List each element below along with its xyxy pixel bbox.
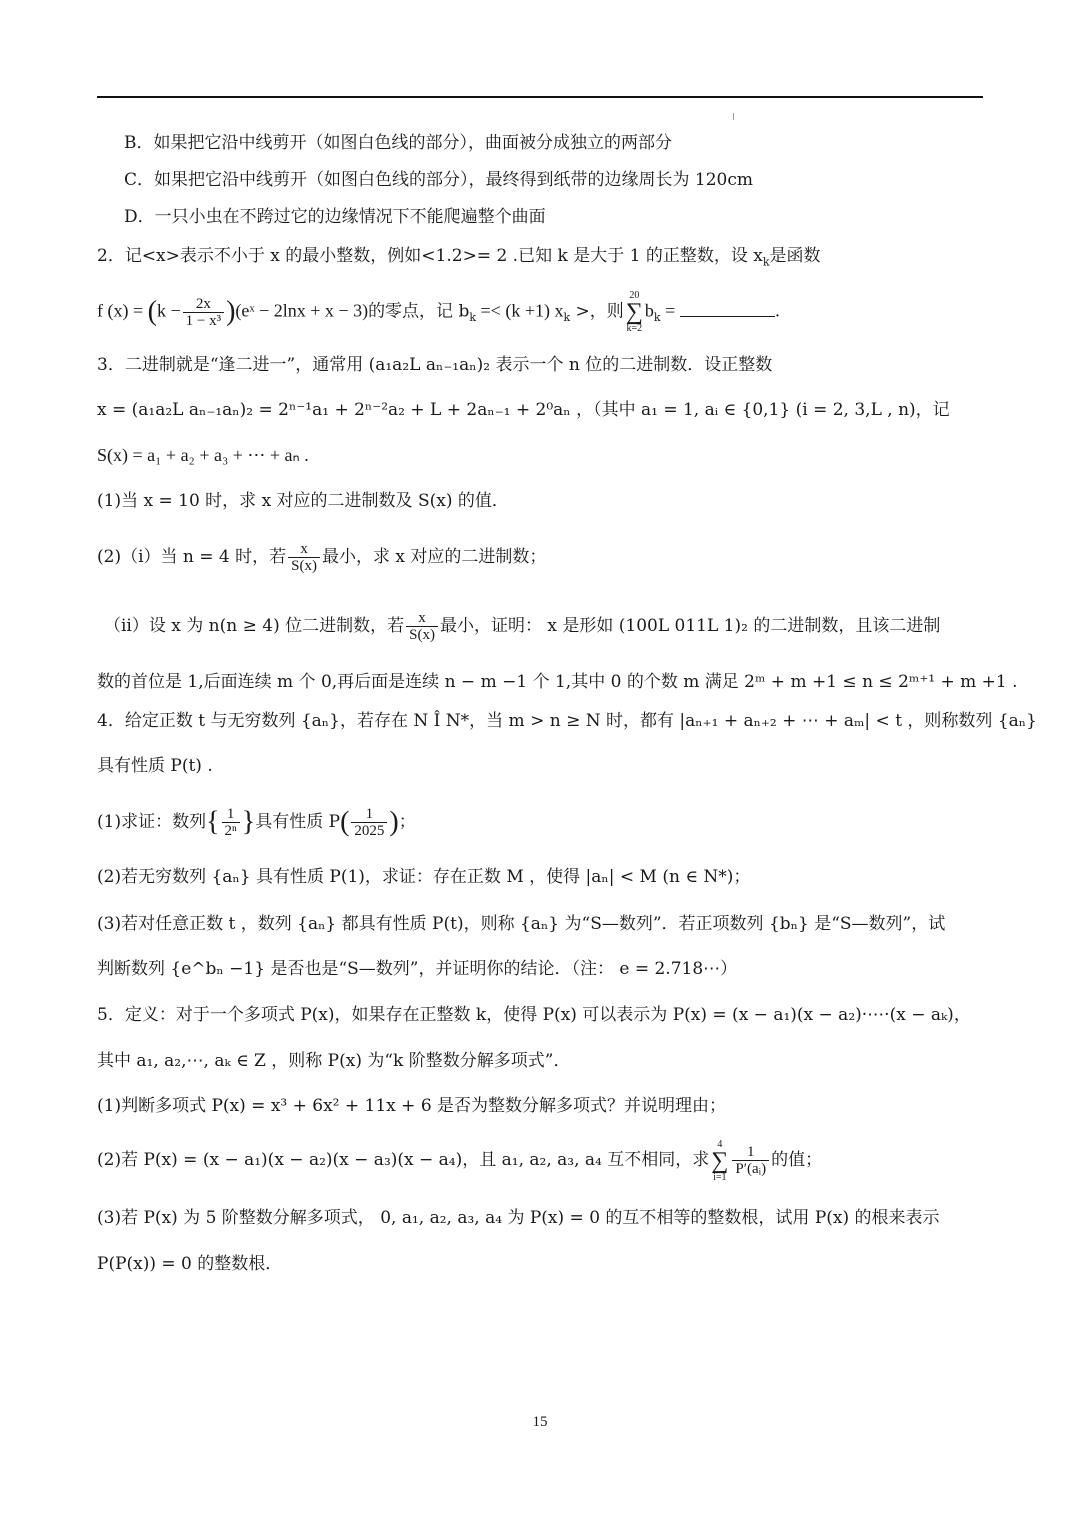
q4-open-paren: ( bbox=[340, 806, 350, 838]
q2-mid2-sub: k bbox=[563, 310, 571, 324]
q4-close-brace: } bbox=[241, 806, 256, 838]
q5-p2-den: P′(aᵢ) bbox=[732, 1160, 769, 1177]
q2-mid3: >，则 bbox=[570, 301, 624, 322]
q4-part-1 bbox=[97, 800, 987, 845]
q2-formula-line: f (x) = (k − $\frac{2x}{\text{1 − x³}}$ )(eˣ − 2lnx + x − 3)的零点，记 $b_k =< (k +1) x_k$ >，则 20 ∑ k=2 $b_k$ = . bbox=[97, 290, 781, 334]
q2-open-paren: ( bbox=[147, 296, 157, 327]
q4-p1-num2: 1 bbox=[365, 806, 374, 822]
q2-text-1-end: 是函数 bbox=[769, 246, 821, 266]
q4-line-1: 4．给定正数 t 与无穷数列 {aₙ}，若存在 N Î N*，当 m > n ≥ N 时，都有 |aₙ₊₁ + aₙ₊₂ + ⋯ + aₘ| < t ，则称数列 {aₙ} bbox=[97, 711, 1037, 731]
sigma-icon: ∑ bbox=[625, 299, 643, 325]
q3-part-3-line-2: 数的首位是 1,后面连续 m 个 0,再后面是连续 n − m −1 个 1,其中 0 的个数 m 满足 2ᵐ + m +1 ≤ n ≤ 2ᵐ⁺¹ + m +1 . bbox=[97, 672, 1018, 692]
header-rule bbox=[97, 96, 983, 98]
option-b: B．如果把它沿中线剪开（如图白色线的部分），曲面被分成独立的两部分 bbox=[124, 133, 672, 153]
q4-close-paren: ) bbox=[389, 806, 399, 838]
q4-p1-den: 2ⁿ bbox=[222, 822, 240, 839]
q2-sum-term-sub: k bbox=[653, 310, 661, 324]
q3-part-2-fraction bbox=[288, 541, 320, 574]
q5-part-2-post: 的值； bbox=[771, 1150, 823, 1170]
q2-fx: f (x) = bbox=[97, 300, 148, 321]
q2-mid2: =< (k +1) x bbox=[476, 300, 564, 321]
q3-part-3-pre: （ii）设 x 为 n(n ≥ 4) 位二进制数，若 bbox=[104, 616, 405, 636]
q2-mid-sub: k bbox=[469, 310, 477, 324]
q4-part-1-mid: 具有性质 P bbox=[255, 812, 341, 832]
q3-p3-num: x bbox=[418, 610, 426, 626]
q2-sum bbox=[626, 290, 643, 334]
q2-frac-num: 2x bbox=[195, 295, 211, 312]
q4-part-3-line-2: 判断数列 {e^bₙ −1} 是否也是“S—数列”，并证明你的结论．（注： e = 2.718⋯） bbox=[97, 959, 738, 979]
q5-part-2-pre: (2)若 P(x) = (x − a₁)(x − a₂)(x − a₃)(x − a₄)，且 a₁, a₂, a₃, a₄ 互不相同，求 bbox=[97, 1150, 710, 1170]
q3-line-3: S(x) = a₁ + a₂ + a₃ + ⋯ + aₙ . bbox=[97, 445, 309, 465]
q3-part-3-post: 最小，证明： x 是形如 (100L 011L 1)₂ 的二进制数，且该二进制 bbox=[439, 616, 941, 636]
q5-part-2 bbox=[97, 1138, 987, 1183]
q2-sum-term: b bbox=[644, 300, 654, 321]
q3-part-2-post: 最小，求 x 对应的二进制数； bbox=[322, 547, 547, 567]
q3-p3-den: S(x) bbox=[406, 626, 438, 643]
q4-p1-den2: 2025 bbox=[351, 822, 387, 839]
option-c: C．如果把它沿中线剪开（如图白色线的部分），最终得到纸带的边缘周长为 120cm bbox=[124, 170, 753, 190]
answer-blank[interactable] bbox=[680, 302, 775, 317]
q2-text-1: 2．记<x>表示不小于 x 的最小整数，例如<1.2>= 2 .已知 k 是大于 1 的正整数，设 x bbox=[97, 246, 763, 266]
q4-open-brace: { bbox=[206, 806, 220, 838]
q4-part-1-pre: (1)求证：数列 bbox=[97, 812, 207, 832]
q2-mid: 的零点，记 b bbox=[368, 301, 470, 322]
q5-part-1: (1)判断多项式 P(x) = x³ + 6x² + 11x + 6 是否为整数分解多项式？并说明理由； bbox=[97, 1096, 727, 1116]
q5-sum-top: 4 bbox=[717, 1138, 723, 1150]
q5-part-3: (3)若 P(x) 为 5 阶整数分解多项式， 0, a₁, a₂, a₃, a₄ 为 P(x) = 0 的互不相等的整数根，试用 P(x) 的根来表示 bbox=[97, 1208, 940, 1228]
q4-part-1-end: ； bbox=[398, 812, 416, 832]
q5-part-3-line-2: P(P(x)) = 0 的整数根． bbox=[97, 1254, 283, 1274]
q2-sum-top: 20 bbox=[629, 290, 640, 301]
q2-end: = bbox=[660, 300, 680, 321]
q2-frac-den: 1 − x³ bbox=[183, 312, 224, 329]
q4-part-2: (2)若无穷数列 {aₙ} 具有性质 P(1)，求证：存在正数 M ，使得 |aₙ| < M (n ∈ N*)； bbox=[97, 867, 751, 887]
q3-p2-num: x bbox=[300, 541, 308, 557]
q3-part-3-fraction bbox=[406, 610, 438, 643]
sigma-icon: ∑ bbox=[711, 1147, 729, 1174]
q5-p2-num: 1 bbox=[747, 1144, 755, 1160]
q3-part-2-pre: (2)（i）当 n = 4 时，若 bbox=[97, 547, 287, 567]
q5-line-2: 其中 a₁, a₂,⋯, aₖ ∈ Z ，则称 P(x) 为“k 阶整数分解多项式”． bbox=[97, 1051, 571, 1071]
q4-line-2: 具有性质 P(t) . bbox=[97, 756, 213, 776]
q2-paren-a: k − bbox=[156, 300, 181, 321]
q3-part-1: (1)当 x = 10 时，求 x 对应的二进制数及 S(x) 的值． bbox=[97, 491, 509, 511]
q5-fraction bbox=[732, 1144, 769, 1177]
q4-p1-num: 1 bbox=[226, 806, 235, 822]
q3-p2-den: S(x) bbox=[288, 557, 320, 574]
header-tick-mark bbox=[733, 113, 734, 120]
q2-fraction bbox=[183, 296, 224, 329]
q2-sum-bot: k=2 bbox=[626, 323, 643, 334]
q5-sum bbox=[711, 1139, 728, 1183]
q2-line-1 bbox=[97, 245, 987, 273]
q5-line-1: 5．定义：对于一个多项式 P(x)，如果存在正整数 k，使得 P(x) 可以表示为 P(x) = (x − a₁)(x − a₂)·⋯·(x − aₖ)， bbox=[97, 1005, 971, 1025]
q3-line-1: 3．二进制就是“逢二进一”，通常用 (a₁a₂L aₙ₋₁aₙ)₂ 表示一个 n 位的二进制数．设正整数 bbox=[97, 355, 773, 375]
q2-paren-b: (eˣ − 2lnx + x − 3) bbox=[235, 300, 369, 321]
q3-part-2 bbox=[97, 537, 987, 577]
q4-part-3: (3)若对任意正数 t ，数列 {aₙ} 都具有性质 P(t)，则称 {aₙ} 为“S—数列”．若正项数列 {bₙ} 是“S—数列”，试 bbox=[97, 914, 946, 934]
q3-part-3 bbox=[104, 606, 994, 646]
q2-close-paren: ) bbox=[226, 296, 236, 327]
q3-line-2: x = (a₁a₂L aₙ₋₁aₙ)₂ = 2ⁿ⁻¹a₁ + 2ⁿ⁻²a₂ + L + 2aₙ₋₁ + 2⁰aₙ ，（其中 a₁ = 1, aᵢ ∈ {0,1} (i = 2, 3,L , n)，记 bbox=[97, 400, 950, 420]
option-d: D．一只小虫在不跨过它的边缘情况下不能爬遍整个曲面 bbox=[124, 207, 546, 227]
q5-sum-bot: i=1 bbox=[713, 1171, 727, 1183]
page-number: 15 bbox=[532, 1414, 548, 1430]
q4-fraction-2 bbox=[351, 806, 387, 839]
q2-text-1-sub: k bbox=[762, 255, 770, 269]
q4-fraction-1 bbox=[222, 806, 240, 839]
